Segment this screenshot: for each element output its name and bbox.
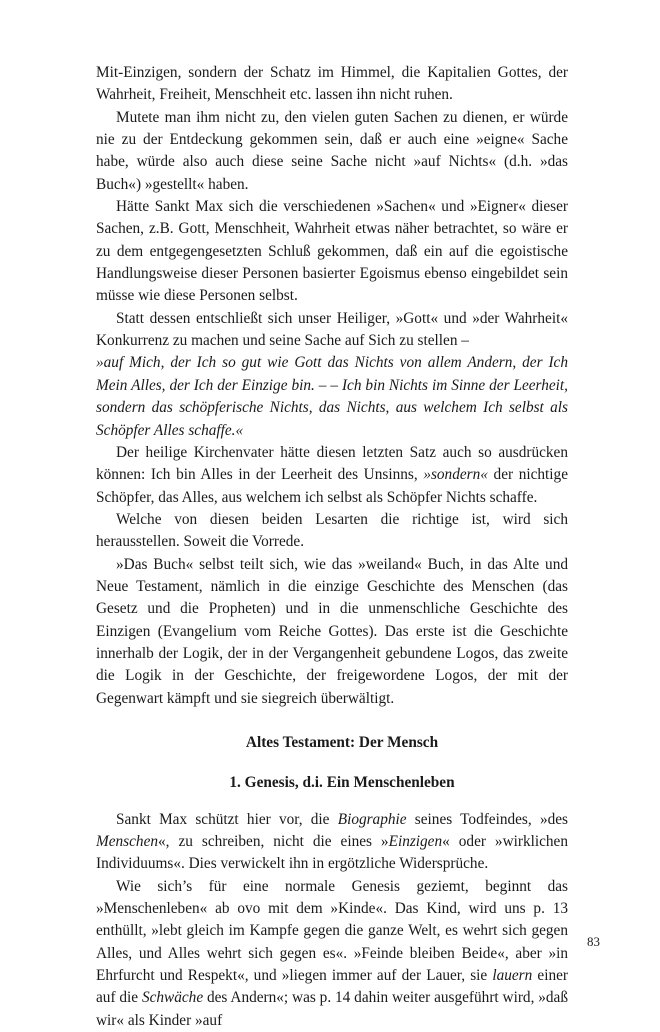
section-heading: Altes Testament: Der Mensch [245,733,439,751]
paragraph: Hätte Sankt Max sich die verschiedenen »Sachen« und »Eigner« dieser Sachen, z.B. Gott, Menschheit, Wahrheit etwas näher betrachtet, so wäre er zu dem entgegengesetzten Schluß gekommen, daß ein auf die egoistische Handlungsweise dieser Personen basierter Egoismus ebenso eingebildet sein müsse wie diese Personen selbst. [96,198,568,305]
paragraph [96,876,568,1032]
text-run: einer auf die [96,967,568,1007]
paragraph: Statt dessen entschließt sich unser Heiliger, »Gott« und »der Wahrheit« Konkurrenz zu machen und seine Sache auf Sich zu stellen – [96,309,568,350]
text-run: Der heilige Kirchenvater hätte diesen letzten Satz auch so ausdrücken können: Ich bin Alles in der Leerheit des Unsinns, [96,443,568,484]
text-run: der nichtige Schöpfer, das Alles, aus welchem ich selbst als Schöpfer Nichts schaffe. [96,466,568,506]
subsection-heading: 1. Genesis, d.i. Ein Menschenleben [229,774,455,792]
paragraph: Mit-Einzigen, sondern der Schatz im Himmel, die Kapitalien Gottes, der Wahrheit, Freiheit, Menschheit etc. lassen ihn nicht ruhen. [96,64,568,104]
page-number: 83 [587,934,600,949]
paragraph: Mutete man ihm nicht zu, den vielen guten Sachen zu dienen, er würde nie zu der Entdeckung gekommen sein, daß er auch eine »eigne« Sache habe, würde also auch diese seine Sache nicht »auf Nichts« (d.h. »das Buch«) »gestellt« haben. [96,108,568,193]
emphasis: »sondern« [423,466,488,484]
emphasis: Schwäche [141,989,204,1007]
paragraph: Welche von diesen beiden Lesarten die richtige ist, wird sich herausstellen. Soweit die Vorrede. [96,510,568,551]
text-run: «, zu schreiben, nicht die eines » [158,833,389,850]
body-text [96,62,568,1032]
emphasis: Menschen [96,833,159,850]
paragraph [96,442,568,509]
text-run: des Andern«; was p. 14 dahin weiter ausgeführt wird, »daß wir« als Kinder »auf [96,989,568,1029]
paragraph [96,809,568,876]
text-run: Wie sich’s für eine normale Genesis geziemt, beginnt das »Menschenleben« ab ovo mit dem »Kinde«. Das Kind, wird uns p. 13 enthüllt, »lebt gleich im Kampfe gegen die ganze Welt, es wehrt sich gegen Alles, und Alles wehrt sich gegen es«. »Feinde bleiben Beide«, aber »in Ehrfurcht und Respekt«, und »liegen immer auf der Lauer, sie [96,877,568,985]
text-run: Sankt Max schützt hier vor, die [116,810,338,828]
emphasis: lauern [492,967,533,985]
emphasis: Biographie [337,810,407,828]
emphasis: Einzigen [388,833,443,850]
quotation: »auf Mich, der Ich so gut wie Gott das Nichts von allem Andern, der Ich Mein Alles, der Ich der Einzige bin. – – Ich bin Nichts im Sinne der Leerheit, sondern das schöpferische Nichts, das Nichts, aus welchem Ich selbst als Schöpfer Alles schaffe.« [96,354,568,439]
paragraph: »Das Buch« selbst teilt sich, wie das »weiland« Buch, in das Alte und Neue Testament, nämlich in die einzige Geschichte des Menschen (das Gesetz und die Propheten) und in die unmenschliche Geschichte des Einzigen (Evangelium vom Reiche Gottes). Das erste ist die Geschichte innerhalb der Logik, der in der Vergangenheit gebundene Logos, das zweite die Logik in der Geschichte, der freigewordene Logos, der mit der Gegenwart kämpft und sie siegreich überwältigt. [96,555,568,707]
text-run: seines Todfeindes, »des [406,810,568,828]
text-run: « oder »wirklichen Individuums«. Dies verwickelt ihn in ergötzliche Widersprüche. [96,833,568,873]
